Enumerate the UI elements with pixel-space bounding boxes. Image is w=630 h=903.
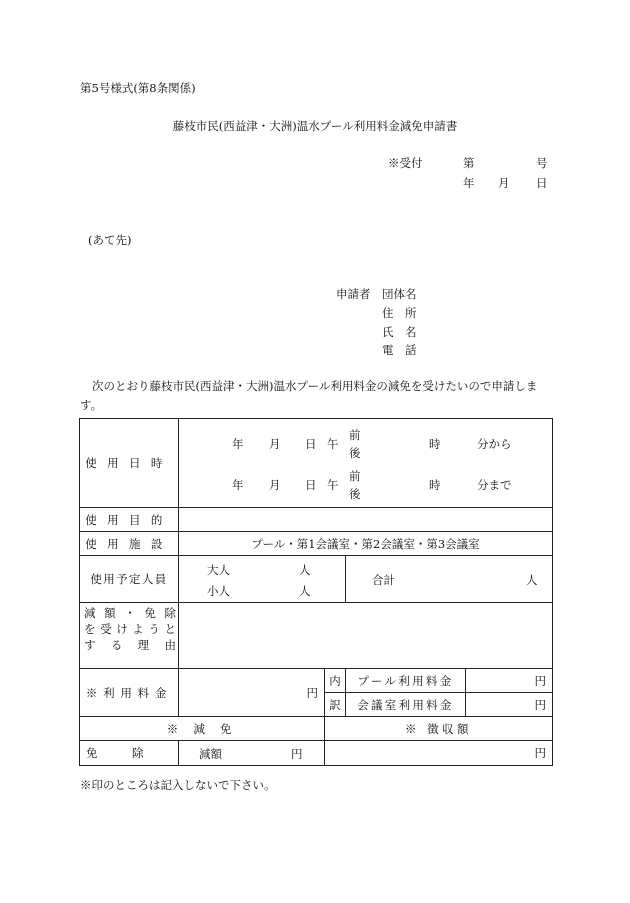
adult-label: 大人 [207,563,230,577]
office-header-row [80,717,553,741]
reason-line-3: する理由 [84,638,176,652]
date-month: 月 [498,176,510,190]
purpose-label [80,508,179,532]
total-label: 合計 [372,573,395,587]
purpose-text: 使用目的 [85,512,173,527]
reason-label [80,603,179,669]
reduction-yen: 円 [291,747,303,761]
collection-header: ※ 徴収額 [325,717,553,741]
fee-text: ※利用料金 [85,685,173,700]
addressee: (あて先) [88,233,132,247]
receipt-go: 号 [536,156,548,170]
pool-fee-label: プール利用料金 [346,669,466,693]
collection-amount-field[interactable] [325,741,553,766]
people-count-field[interactable] [179,556,346,603]
from-minute: 分から [477,437,512,451]
adult-unit: 人 [299,563,311,577]
from-am[interactable]: 前 [349,428,361,442]
from-day: 日 [305,437,317,451]
facility-text: 使用施設 [85,536,173,551]
from-year: 年 [232,437,244,451]
collection-yen: 円 [534,746,546,760]
planned-people-row [80,556,553,603]
meeting-fee-field[interactable] [466,693,553,717]
from-hour: 時 [429,437,441,451]
purpose-field[interactable] [179,508,553,532]
to-month: 月 [269,478,281,492]
applicant-label: 申請者 [336,287,371,301]
facility-options[interactable]: プール・第1会議室・第2会議室・第3会議室 [179,532,553,556]
reason-field[interactable] [179,603,553,669]
pool-fee-yen: 円 [534,673,546,688]
to-day: 日 [305,478,317,492]
fee-yen: 円 [306,685,318,700]
document-title: 藤枝市民(西益津・大洲)温水プール利用料金減免申請書 [172,119,458,133]
breakdown-label-2: 訳 [325,693,346,717]
from-pm[interactable]: 後 [349,446,361,460]
facility-row [80,532,553,556]
from-month: 月 [269,437,281,451]
breakdown-label-1: 内 [325,669,346,693]
child-label: 小人 [207,584,230,598]
meeting-fee-label: 会議室利用料金 [346,693,466,717]
fee-label [80,669,179,717]
facility-label [80,532,179,556]
fee-row-1 [80,669,553,693]
to-minute: 分まで [477,478,512,492]
applicant-name: 氏 名 [382,325,417,339]
exemption-label[interactable]: 免 除 [80,741,179,766]
total-people-field[interactable] [346,556,553,603]
statement-line-2: す。 [80,398,103,412]
pool-fee-field[interactable] [466,669,553,693]
planned-people-label [80,556,179,603]
reason-row [80,603,553,669]
usage-datetime-text: 使用日時 [85,456,173,470]
form-number: 第5号様式(第8条関係) [80,81,196,95]
from-ampm-label: 午 [327,437,339,451]
to-hour: 時 [429,478,441,492]
reduction-amount-label: 減額 [199,747,222,761]
applicant-phone: 電 話 [382,343,417,357]
purpose-row [80,508,553,532]
fee-amount-field[interactable] [179,669,325,717]
applicant-address: 住 所 [382,306,417,320]
usage-datetime-row [80,419,553,508]
application-table [79,418,553,766]
reduction-amount-field[interactable] [179,741,325,766]
date-year: 年 [463,176,475,190]
reduction-header: ※ 減 免 [80,717,325,741]
planned-people-text: 使用予定人員 [90,572,168,586]
applicant-group-name: 団体名 [382,287,417,301]
total-unit: 人 [526,573,538,587]
receipt-label: ※受付 [388,156,423,170]
reason-line-1: 減額・免除 [84,606,176,620]
usage-datetime-label [80,419,179,508]
footnote: ※印のところは記入しないで下さい。 [80,778,276,792]
to-ampm-label: 午 [327,478,339,492]
to-pm[interactable]: 後 [349,487,361,501]
statement-line-1: 次のとおり藤枝市民(西益津・大洲)温水プール利用料金の減免を受けたいので申請しま [92,379,538,393]
meeting-fee-yen: 円 [534,697,546,712]
child-unit: 人 [299,584,311,598]
receipt-dai: 第 [463,156,475,170]
to-am[interactable]: 前 [349,469,361,483]
usage-datetime-field[interactable] [179,419,553,508]
reason-line-2: を受けようと [84,622,176,636]
to-year: 年 [232,478,244,492]
date-day: 日 [536,176,548,190]
office-value-row [80,741,553,766]
